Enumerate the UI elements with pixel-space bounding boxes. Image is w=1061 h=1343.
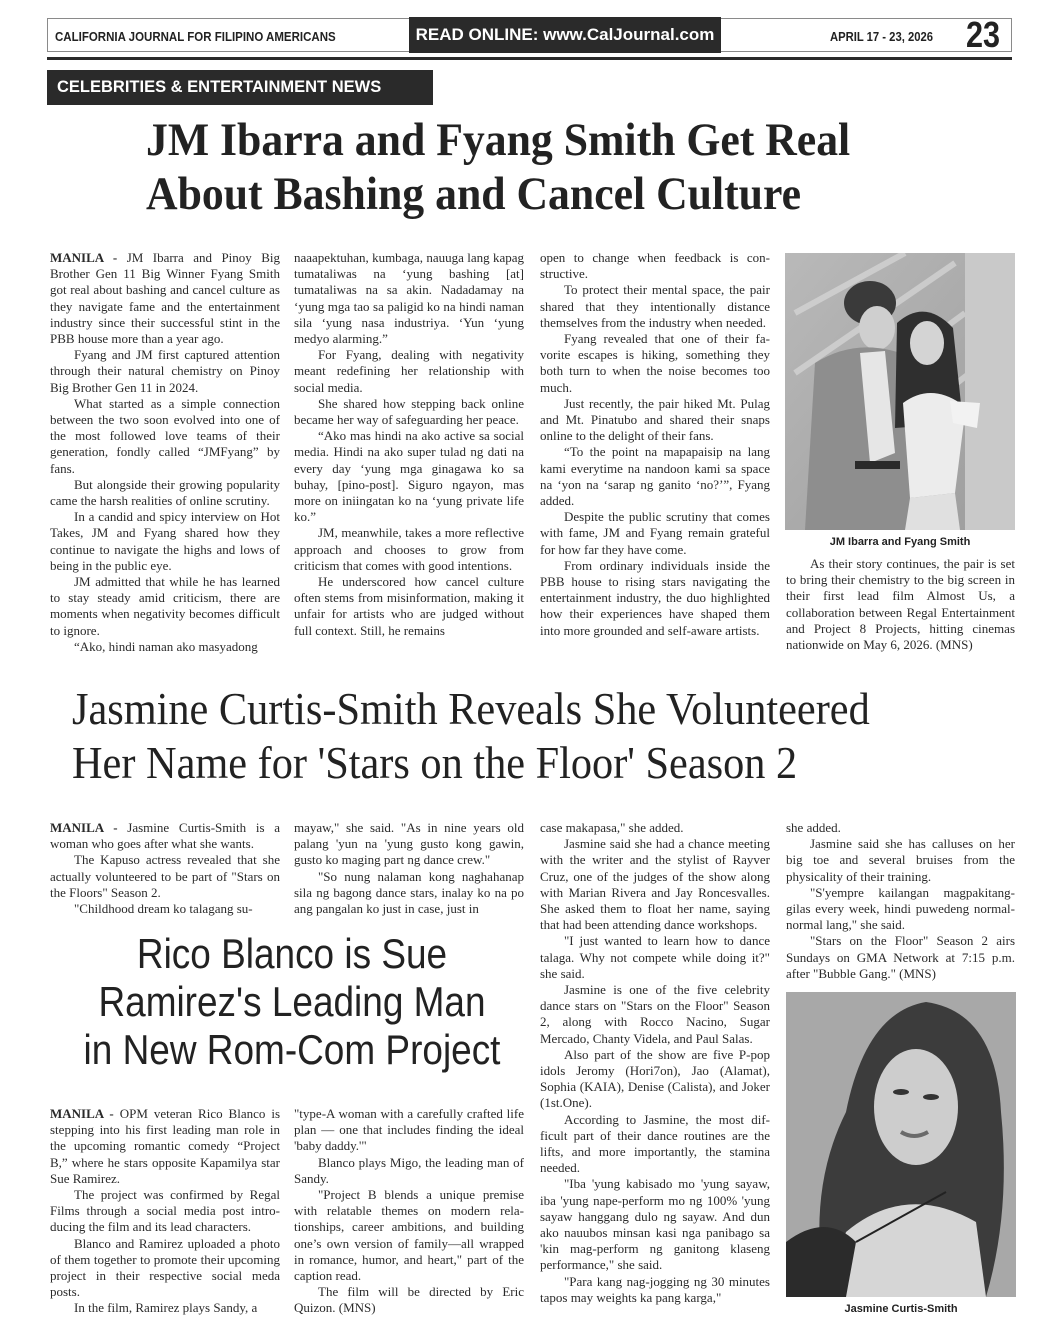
article1-paragraph: He underscored how cancel culture often stems from misinformation, making it unfair for artists who are judged without full context. Still, he remains — [294, 574, 524, 638]
article2-paragraph: "Iba 'yung kabisado mo 'yung sayaw, iba 'yung nape-perform mo ng 100% 'yung sayaw hanggang dulo ng sayaw. And dun ako nauubos minsan kasi nga panibago sa 'kin mag-perform ng ganitong klaseng performance," she said. — [540, 1176, 770, 1273]
article2-headline-line2: Her Name for 'Stars on the Floor' Season 2 — [72, 737, 798, 788]
article1-headline-line2: About Bashing and Cancel Culture — [146, 168, 801, 220]
article3-paragraph: The film will be directed by Eric Quizon. (MNS) — [294, 1284, 524, 1316]
article3-paragraph: MANILA - OPM veteran Rico Blanco is stepping into his first leading man role in the upcoming romantic comedy “Project B,” where he stars opposite Kapamilya star Sue Ramirez. — [50, 1106, 281, 1186]
article1-headline-line1: JM Ibarra and Fyang Smith Get Real — [146, 114, 851, 166]
article2-headline — [72, 682, 992, 790]
article3-headline — [81, 930, 503, 1074]
article3-paragraph: In the film, Ramirez plays Sandy, a — [74, 1300, 258, 1316]
publication-name: CALIFORNIA JOURNAL FOR FILIPINO AMERICANS — [55, 30, 336, 44]
article1-headline — [146, 113, 964, 221]
article1-paragraph: JM admitted that while he has learned to stay steady amid criticism, there are moments when negativity becomes difficult to ignore. — [50, 574, 280, 638]
article2-headline-line1: Jasmine Curtis-Smith Reveals She Volunteered — [72, 683, 870, 734]
article1-paragraph: As their story continues, the pair is set to bring their chemistry to the big screen in their first lead film Almost Us, a collaboration between Regal Entertainment and Project 8 Projects, hitting cinemas nationwide on May 6, 2026. (MNS) — [786, 556, 1015, 653]
article2-paragraph: "Para kang nag-jogging ng 30 minutes tapos may weights ka pang karga," — [540, 1273, 770, 1305]
article2-paragraph: Jasmine is one of the five celebrity dance stars on "Stars on the Floor" Season 2, along with Rocco Nacino, Sugar Mercado, Chanty Videla, and Paul Salas. — [540, 982, 770, 1046]
article1-column-2 — [294, 250, 524, 639]
article3-column-2 — [294, 1106, 524, 1317]
masthead-rule — [47, 57, 1012, 60]
portrait-photo-illustration — [786, 992, 1016, 1297]
article2-paragraph: Jasmine said she has calluses on her big toe and several bruises from the physicality of their training. — [786, 836, 1015, 884]
article1-paragraph: Just recently, the pair hiked Mt. Pulag and Mt. Pinatubo and shared their snaps online to the delight of their fans. — [540, 395, 770, 444]
article1-paragraph: naaapektuhan, kumbaga, nauuga lang kapag tumataliwas na ‘yung bashing [at] tumataliwas na sa akin. Nadadamay na ‘yung mga tao sa paligid ko na hindi naman sila ‘yung nasa industriya. ‘Yun ‘yung medyo alarming.” — [294, 250, 524, 347]
article1-paragraph: But alongside their growing popularity came the harsh realities of online scrutiny. — [50, 476, 280, 509]
article1-paragraph: JM, meanwhile, takes a more reflective approach and chooses to grow from criticism that comes with good intentions. — [294, 525, 524, 573]
article2-column-1 — [50, 820, 280, 917]
photo-caption: Jasmine Curtis-Smith — [844, 1303, 958, 1315]
read-online-link[interactable]: READ ONLINE: www.CalJournal.com — [409, 17, 721, 53]
article3-paragraph: The project was confirmed by Regal Films through a social media post introducing the film and its lead characters. — [50, 1187, 280, 1235]
issue-date: APRIL 17 - 23, 2026 — [830, 30, 933, 44]
article2-paragraph: she added. — [786, 820, 841, 835]
article2-paragraph: MANILA - Jasmine Curtis-Smith is a woman who goes after what she wants. — [50, 820, 281, 852]
article1-column-3 — [540, 250, 770, 639]
article1-paragraph: To protect their mental space, the pair shared that they intentionally distance themselves from the industry when needed. — [540, 282, 770, 330]
article2-column-3 — [540, 820, 770, 1306]
article1-paragraph: open to change when feedback is constructive. — [540, 250, 770, 282]
article3-paragraph: Blanco and Ramirez uploaded a photo of them together to promote their upcoming project in their respective social meda posts. — [50, 1235, 280, 1300]
article1-column-4 — [786, 556, 1015, 653]
photo-jasmine-curtis-smith — [786, 992, 1016, 1297]
photo-jm-ibarra-fyang-smith — [785, 253, 1015, 530]
article2-column-4 — [786, 820, 1015, 982]
article1-paragraph: “Ako, hindi naman ako masyadong — [74, 638, 258, 654]
article1-paragraph: What started as a simple connection between the two soon evolved into one of the most followed love teams of their generation, fondly called “JMFyang” by fans. — [50, 395, 280, 476]
article2-paragraph: "Childhood dream ko talagang su- — [74, 901, 253, 917]
article1-column-1 — [50, 250, 280, 655]
article3-headline-line1: Rico Blanco is Sue — [136, 930, 448, 977]
article2-paragraph: "Stars on the Floor" Season 2 airs Sundays on GMA Network at 7:15 p.m. after "Bubble Gang." (MNS) — [786, 933, 1015, 981]
article2-paragraph: Jasmine said she had a chance meeting with the writer and the stylist of Rayver Cruz, one of the judges of the show along with Marian Rivera and Jay Roncesvalles. She asked them to float her name, saying that had been attending dance workshops. — [540, 836, 770, 933]
article1-paragraph: “To the point na mapapaisip na lang kami everytime na nandoon kami sa space na ‘yon na ‘sarap ng ganito ‘no?’”, Fyang added. — [540, 444, 770, 509]
article1-paragraph: She shared how stepping back online became her way of safeguarding her peace. — [294, 395, 524, 428]
dateline: MANILA - — [50, 1106, 114, 1121]
section-label: CELEBRITIES & ENTERTAINMENT NEWS — [47, 70, 433, 105]
article2-paragraph: Also part of the show are five P-pop idols Jeromy (Hori7on), Jao (Alamat), Sophia (KAIA), Denise (Calista), and Joker (1st.One). — [540, 1046, 770, 1111]
dateline: MANILA - — [50, 250, 118, 265]
article2-column-2 — [294, 820, 524, 917]
article1-paragraph: Despite the public scrutiny that comes with fame, JM and Fyang remain grateful for how far they have come. — [540, 509, 770, 557]
article3-column-1 — [50, 1106, 280, 1317]
article2-paragraph: "S'yempre kailangan magpakitang-gilas every week, hindi puwedeng normal-normal lang," she said. — [786, 884, 1015, 933]
article3-paragraph: "Project B blends a unique premise with relatable themes on modern relationships, career ambitions, and building one’s own version of family—all wrapped in romance, humor, and heart," part of the caption read. — [294, 1187, 524, 1284]
page-number: 23 — [966, 14, 1001, 55]
article1-paragraph: MANILA - JM Ibarra and Pinoy Big Brother Gen 11 Big Winner Fyang Smith got real about bashing and cancel culture as they navigate fame and the entertainment industry since their successful stint in the PBB house more than a year ago. — [50, 250, 281, 347]
article2-paragraph: According to Jasmine, the most difficult part of their dance routines are the lifts, and more importantly, the stamina needed. — [540, 1111, 770, 1176]
article2-paragraph: The Kapuso actress revealed that she actually volunteered to be part of "Stars on the Floors" Season 2. — [50, 852, 280, 900]
article1-paragraph: Fyang and JM first captured attention through their natural chemistry on Pinoy Big Brother Gen 11 in 2024. — [50, 347, 280, 395]
article3-paragraph: "type-A woman with a carefully crafted life plan — one that includes finding the ideal 'baby daddy.'" — [294, 1106, 524, 1154]
article1-paragraph: From ordinary individuals inside the PBB house to rising stars navigating the entertainment industry, the duo highlighted how their experiences have shaped them into more grounded and self-aware artists. — [540, 557, 770, 638]
article2-paragraph: mayaw," she said. "As in nine years old palang 'yun na 'yung gusto kong gawin, gusto ko maging part ng dance crew." — [294, 820, 524, 868]
article1-paragraph: For Fyang, dealing with negativity meant redefining her relationship with social media. — [294, 347, 524, 395]
article3-paragraph: Blanco plays Migo, the leading man of Sandy. — [294, 1154, 524, 1186]
couple-photo-illustration — [785, 253, 1015, 530]
article2-paragraph: "So nung nalaman kong naghahanap sila ng bagong dance stars, inalay ko na po ang pangalan ko just in case, just in — [294, 868, 524, 917]
article1-paragraph: “Ako mas hindi na ako active sa social media. Hindi na ako super tulad ng dati na every day ‘yung mga ginagawa ko sa buhay, [pino-post]. Siguro ngayon, mas more on iniingatan ko na ‘yung private life ko.” — [294, 428, 524, 525]
article1-paragraph: Fyang revealed that one of their favorite escapes is hiking, something they both turn to when the noise becomes too much. — [540, 331, 770, 395]
dateline: MANILA - — [50, 820, 118, 835]
article3-headline-line3: in New Rom-Com Project — [83, 1026, 501, 1073]
article3-headline-line2: Ramirez's Leading Man — [98, 978, 486, 1025]
article1-paragraph: In a candid and spicy interview on Hot Takes, JM and Fyang shared how they continue to navigate the highs and lows of being in the public eye. — [50, 509, 280, 573]
photo-caption: JM Ibarra and Fyang Smith — [829, 536, 971, 548]
article2-paragraph: case makapasa," she added. — [540, 820, 684, 835]
article2-paragraph: "I just wanted to learn how to dance talaga. Why not compete while doing it?" she said. — [540, 933, 770, 981]
